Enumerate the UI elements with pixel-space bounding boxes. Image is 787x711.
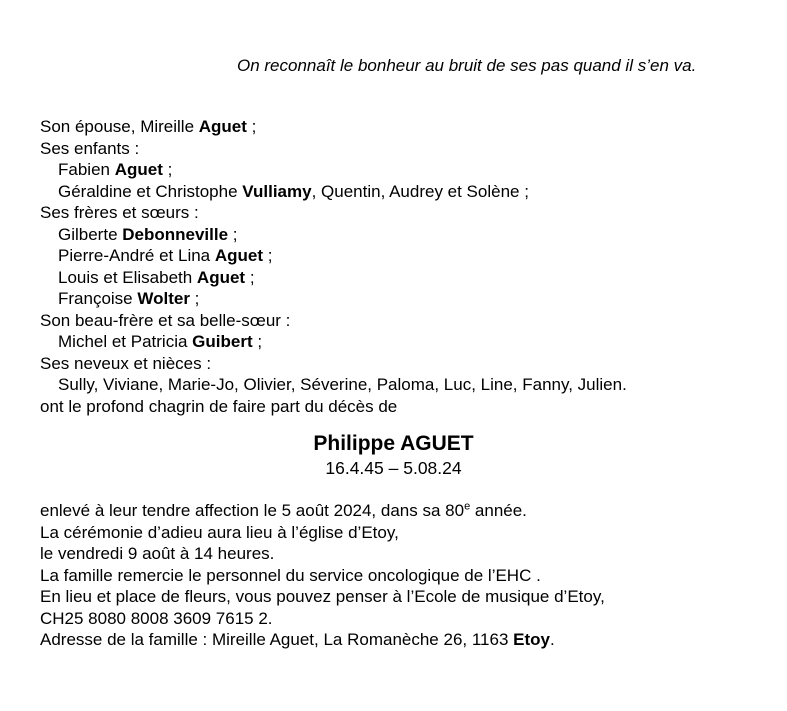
text-segment: enlevé à leur tendre affection le 5 août 2024, dans sa 80 — [40, 501, 465, 520]
closing-list — [40, 500, 767, 651]
text-segment: le vendredi 9 août à 14 heures. — [40, 544, 275, 563]
text-segment: La famille remercie le personnel du service oncologique de l’EHC . — [40, 565, 541, 585]
family-line — [40, 224, 767, 246]
text-segment: , Quentin, Audrey et Solène ; — [311, 181, 529, 201]
text-segment: ; — [246, 117, 257, 136]
bold-name: Etoy — [513, 630, 550, 649]
closing-line — [40, 565, 767, 587]
family-line — [40, 288, 767, 310]
text-segment: ; — [189, 289, 200, 308]
bold-name: Wolter — [137, 289, 190, 308]
deceased-name: Philippe AGUET — [313, 432, 474, 455]
text-segment: En lieu et place de fleurs, vous pouvez penser à l’Ecole de musique d’Etoy, — [40, 587, 605, 606]
superscript-text: e — [464, 500, 471, 513]
text-segment: Son beau-frère et sa belle-sœur : — [40, 310, 291, 330]
closing-line — [40, 522, 767, 544]
text-segment: ; — [162, 160, 173, 179]
family-line — [40, 396, 767, 418]
text-segment: Adresse de la famille : Mireille Aguet, La Romanèche 26, 1163 — [40, 630, 514, 649]
text-segment: ; — [252, 332, 263, 351]
text-segment: Ses neveux et nièces : — [40, 353, 212, 373]
family-line — [40, 138, 767, 160]
text-segment: La cérémonie d’adieu aura lieu à l’église d’Etoy, — [40, 522, 399, 542]
text-segment: Pierre-André et Lina — [58, 246, 215, 265]
deceased-dates: 16.4.45 – 5.08.24 — [325, 458, 462, 478]
closing-line — [40, 608, 767, 630]
text-segment: ; — [245, 267, 255, 287]
epigraph-quote: On reconnaît le bonheur au bruit de ses pas quand il s’en va. — [237, 56, 697, 75]
bold-name: Aguet — [214, 246, 264, 265]
closing-line — [40, 586, 767, 608]
closing-line — [40, 543, 767, 565]
text-segment: ont le profond chagrin de faire part du décès de — [40, 396, 398, 416]
text-segment: ; — [263, 246, 273, 265]
family-line — [40, 310, 767, 332]
family-line — [40, 374, 767, 396]
text-segment: Françoise — [58, 289, 138, 308]
bold-name: Vulliamy — [242, 181, 312, 201]
text-segment: Son épouse, Mireille — [40, 117, 199, 136]
text-segment: année. — [470, 501, 527, 520]
bold-name: Aguet — [114, 160, 163, 179]
family-line — [40, 181, 767, 203]
text-segment: Sully, Viviane, Marie-Jo, Olivier, Séverine, Paloma, Luc, Line, Fanny, Julien. — [58, 375, 627, 394]
text-segment: CH25 8080 8008 3609 7615 2. — [40, 608, 273, 628]
text-segment: Fabien — [58, 160, 115, 179]
family-line — [40, 245, 767, 267]
bold-name: Debonneville — [122, 224, 229, 244]
text-segment: ; — [228, 224, 238, 244]
text-segment: Géraldine et Christophe — [58, 181, 243, 201]
text-segment: Louis et Elisabeth — [58, 267, 197, 287]
bold-name: Guibert — [192, 332, 253, 351]
family-line — [40, 267, 767, 289]
text-segment: . — [549, 630, 555, 649]
bold-name: Aguet — [198, 117, 247, 136]
closing-line — [40, 629, 767, 651]
family-list — [40, 116, 767, 417]
text-segment: Michel et Patricia — [58, 332, 193, 351]
closing-line — [40, 500, 767, 522]
deceased-block — [0, 431, 787, 480]
text-segment: Gilberte — [58, 224, 123, 244]
text-segment: Ses enfants : — [40, 138, 140, 158]
family-line — [40, 331, 767, 353]
text-segment: Ses frères et sœurs : — [40, 203, 199, 222]
family-line — [40, 116, 767, 138]
bold-name: Aguet — [196, 267, 246, 287]
family-line — [40, 353, 767, 375]
family-line — [40, 159, 767, 181]
family-line — [40, 202, 767, 224]
